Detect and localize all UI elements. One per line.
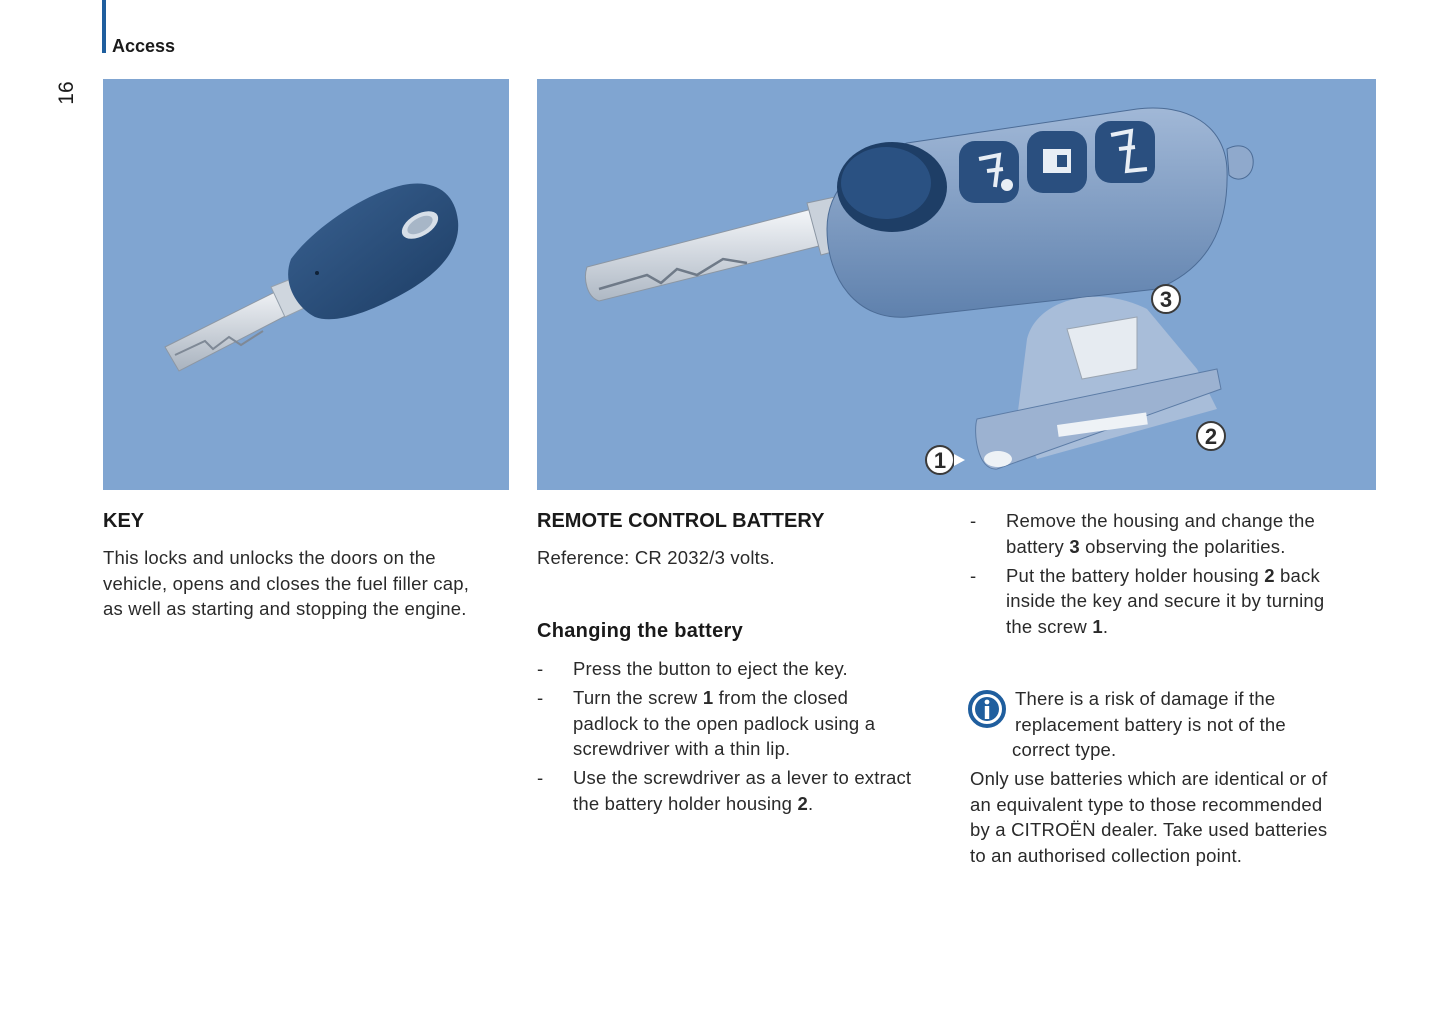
info-icon [968, 690, 1006, 728]
list-item: - Remove the housing and change the battery 3 observing the polarities. [970, 510, 1315, 557]
changing-battery-subheading: Changing the battery [537, 620, 744, 642]
section-title: Access [112, 36, 176, 56]
callout-1 [926, 446, 965, 474]
list-item: - Turn the screw 1 from the closed padlock to the open padlock using a screwdriver with a thin lip. [537, 687, 876, 760]
battery-disposal-note: Only use batteries which are identical or of an equivalent type to those recommended by a CITROËN dealer. Take used batteries to an authorised collection point. [970, 768, 1328, 866]
list-item: - Put the battery holder housing 2 back inside the key and secure it by turning the screw 1. [970, 564, 1325, 637]
remote-control-illustration [537, 79, 1376, 490]
svg-text:1: 1 [933, 448, 947, 473]
callout-3 [1152, 285, 1180, 313]
battery-reference: Reference: CR 2032/3 volts. [537, 547, 775, 568]
key-drawing [103, 79, 509, 490]
battery-steps-list-2 [970, 508, 1390, 643]
battery-warning: There is a risk of damage if the replacement battery is not of the correct type. [1012, 688, 1286, 761]
remote-battery-heading: REMOTE CONTROL BATTERY [537, 510, 825, 532]
remote-drawing [537, 79, 1376, 490]
page-number: 16 [55, 81, 78, 105]
svg-text:3: 3 [1159, 287, 1173, 312]
list-item: - Use the screwdriver as a lever to extract the battery holder housing 2. [537, 767, 912, 814]
key-illustration [103, 79, 509, 490]
section-accent-bar [102, 0, 106, 53]
svg-text:2: 2 [1204, 424, 1218, 449]
key-description: This locks and unlocks the doors on the vehicle, opens and closes the fuel filler cap, as well as starting and stopping the engine. [103, 547, 470, 620]
list-item: - Press the button to eject the key. [537, 658, 848, 679]
battery-steps-list-1 [537, 656, 957, 820]
key-heading: KEY [103, 510, 145, 532]
callout-2 [1197, 422, 1225, 450]
